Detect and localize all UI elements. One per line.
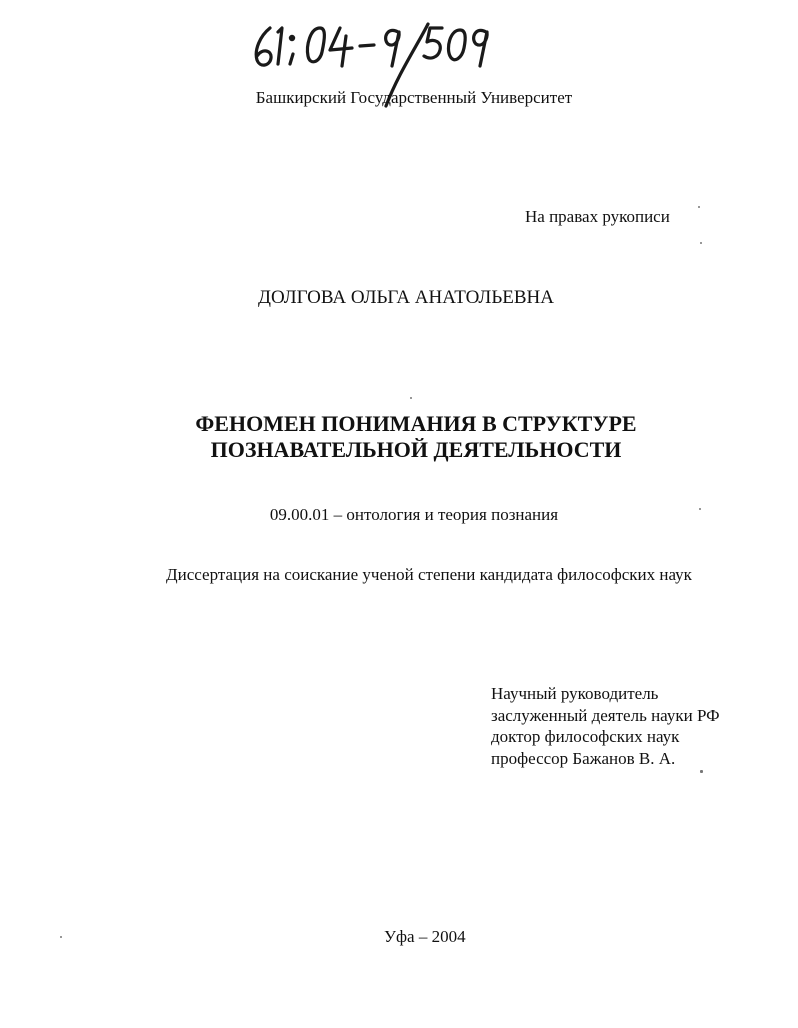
supervisor-block [491, 683, 720, 769]
supervisor-degree: доктор философских наук [491, 727, 680, 746]
supervisor-honor: заслуженный деятель науки РФ [491, 705, 720, 725]
title-line-2: ПОЗНАВАТЕЛЬНОЙ ДЕЯТЕЛЬНОСТИ [210, 437, 622, 462]
scan-speck [700, 770, 703, 773]
scan-speck [699, 508, 701, 510]
specialty-code: 09.00.01 – онтология и теория познания [269, 505, 559, 524]
title-line-1: ФЕНОМЕН ПОНИМАНИЯ В СТРУКТУРЕ [195, 411, 637, 436]
dissertation-title [0, 411, 798, 463]
manuscript-rights-note: На правах рукописи [525, 207, 670, 226]
scan-speck [700, 242, 702, 244]
author-name: ДОЛГОВА ОЛЬГА АНАТОЛЬЕВНА [258, 287, 554, 308]
scan-speck [410, 397, 412, 399]
supervisor-role: Научный руководитель [491, 684, 659, 703]
dissertation-statement: Диссертация на соискание ученой степени кандидата философских наук [166, 565, 692, 584]
scan-speck [60, 936, 62, 938]
scan-speck [698, 206, 700, 208]
university-name: Башкирский Государственный Университет [255, 88, 573, 107]
supervisor-name: профессор Бажанов В. А. [491, 748, 676, 768]
city-year: Уфа – 2004 [384, 927, 466, 946]
